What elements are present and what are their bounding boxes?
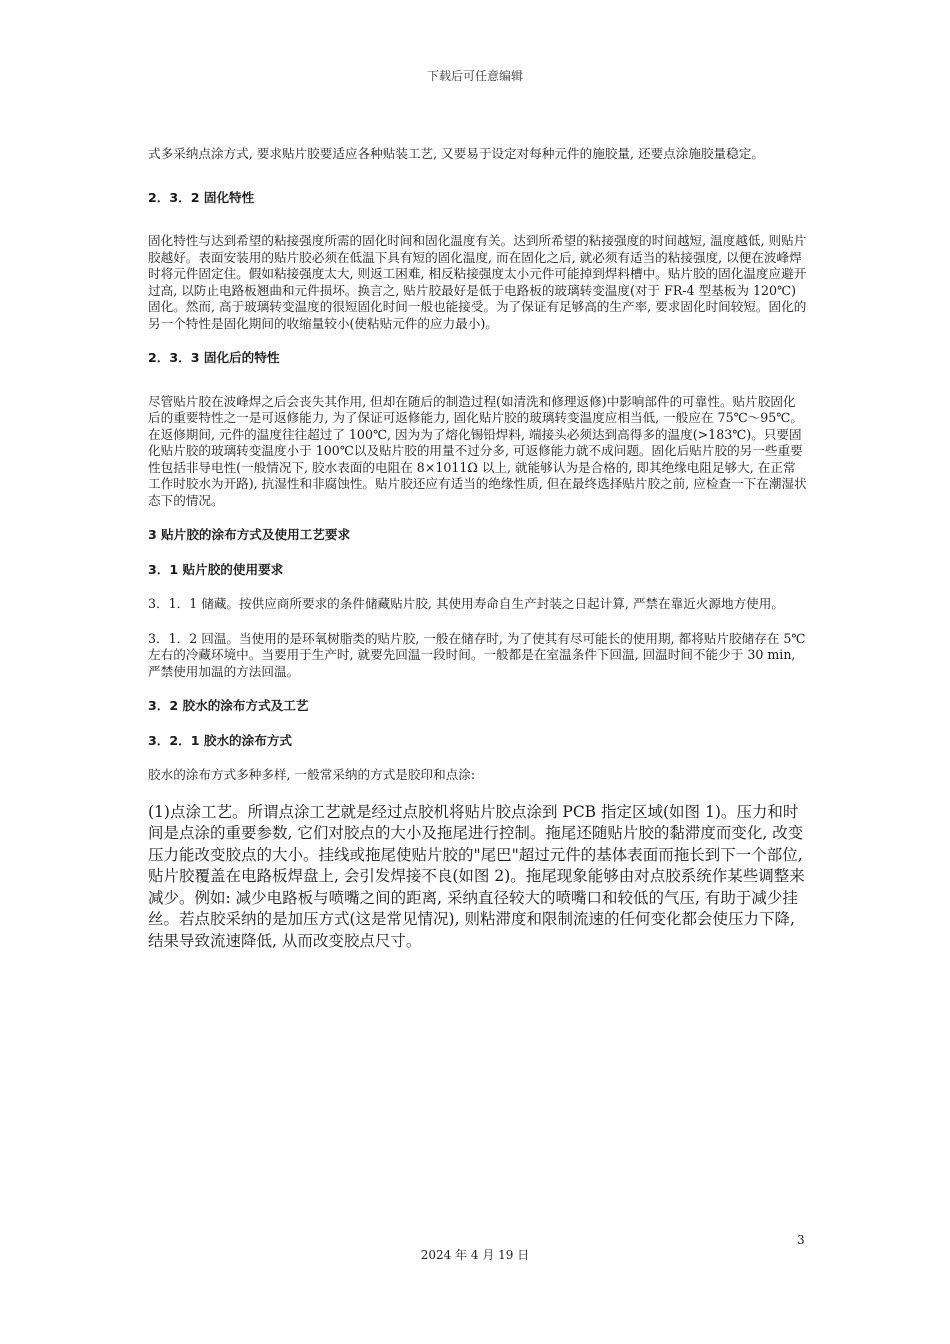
heading-3-2: 3．2 胶水的涂布方式及工艺 (148, 698, 309, 713)
heading-3-2-1: 3．2．1 胶水的涂布方式 (148, 732, 293, 748)
heading-2-3-3: 2．3．3 固化后的特性 (148, 350, 280, 365)
paragraph-curing: 固化特性与达到希望的粘接强度所需的固化时间和固化温度有关。达到所希望的粘接强度的时间越短, 温度越低, 则贴片胶越好。表面安装用的贴片胶必须在低温下具有短的固化温度, 而在固化之后, 就必须有适当的粘接强度, 以便在波峰焊时将元件固定住。假如粘接强度太大, 则返工困难, 相反粘接强度太小元件可能掉到焊料槽中。贴片胶的固化温度应避开过高, 以防止电路板翘曲和元件损坏。换言之, 贴片胶最好是低于电路板的玻璃转变温度(对于 FR-4 型基板为 120℃)固化。然而, 高于玻璃转变温度的很短固化时间一般也能接受。为了保证有足够高的生产率, 要求固化时间较短。固化的另一个特性是固化期间的收缩量较小(使粘贴元件的应力最小)。 (148, 233, 807, 331)
paragraph-coating-methods: 胶水的涂布方式多种多样, 一般常采纳的方式是胶印和点涂: (148, 767, 476, 782)
page-footer-date: 2024 年 4 月 19 日 (420, 1248, 530, 1262)
page-number: 3 (797, 1233, 805, 1247)
heading-3: 3 贴片胶的涂布方式及使用工艺要求 (148, 527, 351, 542)
paragraph-post-curing: 尽管贴片胶在波峰焊之后会丧失其作用, 但却在随后的制造过程(如清洗和修理返修)中影响部件的可靠性。贴片胶固化后的重要特性之一是可返修能力, 为了保证可返修能力, 固化贴片胶的玻璃转变温度应相当低, 一般应在 75℃～95℃。在返修期间, 元件的温度往往超过了 100℃, 因为为了熔化锡铅焊料, 端接头必须达到高得多的温度(>183℃)。只要固化贴片胶的玻璃转变温度小于 100℃以及贴片胶的用量不过分多, 可返修能力就不成问题。固化后贴片胶的另一些重要性包括非导电性(一般情况下, 胶水表面的电阻在 8×1011Ω 以上, 就能够认为是合格的, 即其绝缘电阻足够大, 在正常工作时胶水为开路), 抗湿性和非腐蚀性。贴片胶还应有适当的绝缘性质, 但在最终选择贴片胶之前, 应检查一下在潮湿状态下的情况。 (148, 393, 807, 508)
paragraph-intro: 式多采纳点涂方式, 要求贴片胶要适应各种贴装工艺, 又要易于设定对每种元件的施胶量, 还要点涂施胶量稳定。 (148, 146, 764, 161)
heading-2-3-2: 2．3．2 固化特性 (148, 189, 255, 205)
page-header: 下载后可任意编辑 (426, 69, 523, 83)
heading-3-1: 3．1 贴片胶的使用要求 (148, 561, 284, 577)
paragraph-warming: 3．1．2 回温。当使用的是环氧树脂类的贴片胶, 一般在储存时, 为了使其有尽可能长的使用期, 都将贴片胶储存在 5℃左右的冷藏环境中。当要用于生产时, 就要先回温一段时间。一般都是在室温条件下回温, 回温时间不能少于 30 min, 严禁使用加温的方法回温。 (148, 630, 806, 679)
document-body (148, 146, 808, 952)
paragraph-dispensing: (1)点涂工艺。所谓点涂工艺就是经过点胶机将贴片胶点涂到 PCB 指定区域(如图 1)。压力和时间是点涂的重要参数, 它们对胶点的大小及拖尾进行控制。拖尾还随贴片胶的黏滞度而变化, 改变压力能改变胶点的大小。挂线或拖尾使贴片胶的"尾巴"超过元件的基体表面而拖长到下一个部位, 贴片胶覆盖在电路板焊盘上, 会引发焊接不良(如图 2)。拖尾现象能够由对点胶系统作某些调整来减少。例如: 减少电路板与喷嘴之间的距离, 采纳直径较大的喷嘴口和较低的气压, 有助于减少挂丝。若点胶采纳的是加压方式(这是常见情况), 则粘滞度和限制流速的任何变化都会使压力下降, 结果导致流速降低, 从而改变胶点尺寸。 (148, 802, 805, 950)
paragraph-storage: 3．1．1 储藏。按供应商所要求的条件储藏贴片胶, 其使用寿命自生产封装之日起计算, 严禁在靠近火源地方使用。 (148, 596, 784, 611)
